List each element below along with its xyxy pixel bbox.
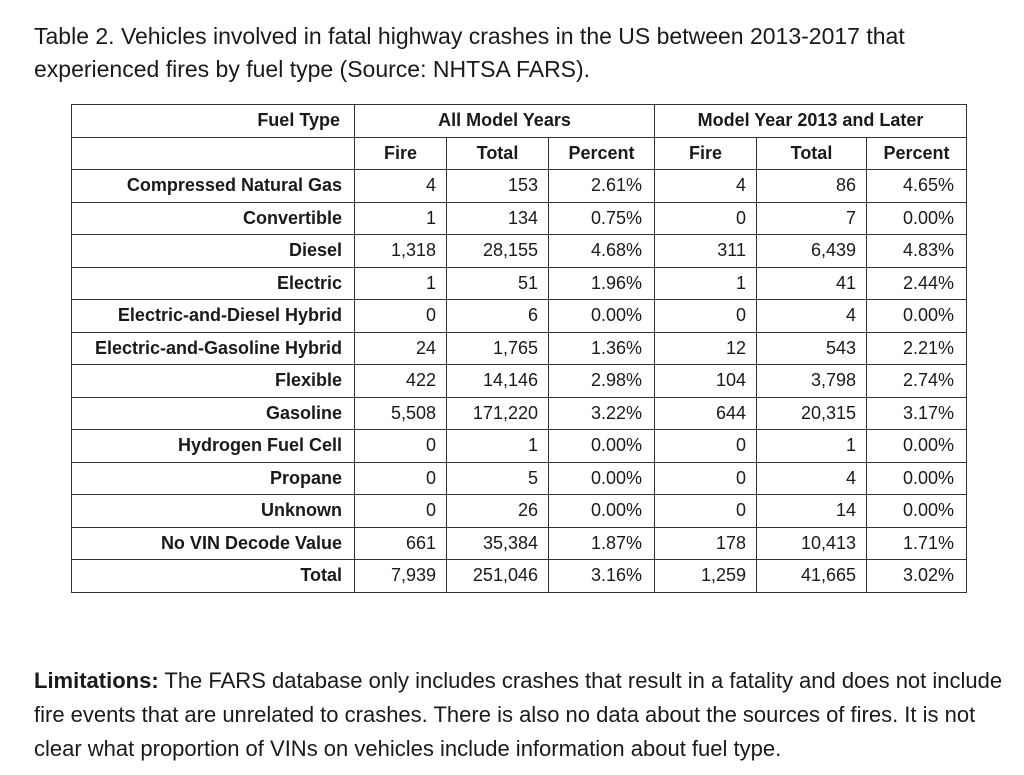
table-cell: 4 xyxy=(355,170,447,203)
table-cell: 1 xyxy=(447,430,549,463)
table-cell: 4 xyxy=(757,462,867,495)
table-cell: 2.61% xyxy=(549,170,655,203)
table-cell: 543 xyxy=(757,332,867,365)
table-cell: 2.21% xyxy=(867,332,967,365)
table-cell: 7,939 xyxy=(355,560,447,593)
table-cell: 4 xyxy=(655,170,757,203)
table-cell: 51 xyxy=(447,267,549,300)
table-row xyxy=(72,202,967,235)
table-cell: 1 xyxy=(355,202,447,235)
table-cell: 0.00% xyxy=(549,495,655,528)
table-cell: 1 xyxy=(355,267,447,300)
table-row xyxy=(72,365,967,398)
table-cell: 0 xyxy=(655,462,757,495)
table-cell: 1.71% xyxy=(867,527,967,560)
table-cell: 251,046 xyxy=(447,560,549,593)
table-group-header-row xyxy=(72,105,967,138)
table-cell: 153 xyxy=(447,170,549,203)
table-cell: 171,220 xyxy=(447,397,549,430)
row-label: Convertible xyxy=(72,202,355,235)
table-cell: 3,798 xyxy=(757,365,867,398)
table-cell: 3.16% xyxy=(549,560,655,593)
table-cell: 644 xyxy=(655,397,757,430)
table-cell: 5,508 xyxy=(355,397,447,430)
table-cell: 0.00% xyxy=(549,300,655,333)
table-cell: 0 xyxy=(355,300,447,333)
table-cell: 4.68% xyxy=(549,235,655,268)
table-row xyxy=(72,300,967,333)
row-label: Flexible xyxy=(72,365,355,398)
subheader-cell: Total xyxy=(447,137,549,170)
table-cell: 2.98% xyxy=(549,365,655,398)
table-cell: 24 xyxy=(355,332,447,365)
table-caption: Table 2. Vehicles involved in fatal highway crashes in the US between 2013-2017 that experienced fires by fuel type (Source: NHTSA FARS). xyxy=(34,23,905,82)
row-label: Electric xyxy=(72,267,355,300)
limitations-paragraph xyxy=(34,664,1009,766)
table-cell: 6,439 xyxy=(757,235,867,268)
table-cell: 86 xyxy=(757,170,867,203)
row-label: Hydrogen Fuel Cell xyxy=(72,430,355,463)
table-row xyxy=(72,560,967,593)
fuel-type-header: Fuel Type xyxy=(72,105,355,138)
table-cell: 4 xyxy=(757,300,867,333)
subheader-cell: Fire xyxy=(355,137,447,170)
table-cell: 6 xyxy=(447,300,549,333)
row-label: Gasoline xyxy=(72,397,355,430)
table-cell: 20,315 xyxy=(757,397,867,430)
table-cell: 10,413 xyxy=(757,527,867,560)
table-cell: 0.00% xyxy=(549,462,655,495)
table-cell: 1 xyxy=(655,267,757,300)
table-cell: 0.00% xyxy=(867,300,967,333)
table-cell: 104 xyxy=(655,365,757,398)
subheader-cell: Percent xyxy=(867,137,967,170)
table-cell: 311 xyxy=(655,235,757,268)
table-cell: 14,146 xyxy=(447,365,549,398)
table-cell: 7 xyxy=(757,202,867,235)
row-label: Total xyxy=(72,560,355,593)
all-model-years-header: All Model Years xyxy=(355,105,655,138)
table-cell: 3.22% xyxy=(549,397,655,430)
limitations-label: Limitations: xyxy=(34,668,159,693)
table-row xyxy=(72,170,967,203)
table-cell: 1.36% xyxy=(549,332,655,365)
table-cell: 12 xyxy=(655,332,757,365)
table-cell: 41 xyxy=(757,267,867,300)
model-year-2013-later-header: Model Year 2013 and Later xyxy=(655,105,967,138)
table-cell: 4.65% xyxy=(867,170,967,203)
subheader-cell: Percent xyxy=(549,137,655,170)
table-cell: 1,318 xyxy=(355,235,447,268)
table-cell: 0 xyxy=(355,462,447,495)
row-label: Propane xyxy=(72,462,355,495)
table-row xyxy=(72,527,967,560)
table-cell: 1 xyxy=(757,430,867,463)
row-label: Electric-and-Diesel Hybrid xyxy=(72,300,355,333)
table-cell: 1.96% xyxy=(549,267,655,300)
limitations-text: The FARS database only includes crashes that result in a fatality and does not include fire events that are unrelated to crashes. There is also no data about the sources of fires. It is not clear what proportion of VINs on vehicles include information about fuel type. xyxy=(34,668,1003,761)
table-cell: 4.83% xyxy=(867,235,967,268)
row-label: No VIN Decode Value xyxy=(72,527,355,560)
table-cell: 178 xyxy=(655,527,757,560)
table-cell: 0.00% xyxy=(549,430,655,463)
table-cell: 0 xyxy=(355,495,447,528)
table-cell: 0.00% xyxy=(867,430,967,463)
table-cell: 1.87% xyxy=(549,527,655,560)
table-cell: 2.74% xyxy=(867,365,967,398)
table-cell: 2.44% xyxy=(867,267,967,300)
table-cell: 3.17% xyxy=(867,397,967,430)
table-body xyxy=(72,170,967,593)
table-cell: 134 xyxy=(447,202,549,235)
subheader-cell: Total xyxy=(757,137,867,170)
table-cell: 35,384 xyxy=(447,527,549,560)
table-cell: 661 xyxy=(355,527,447,560)
table-cell: 0.75% xyxy=(549,202,655,235)
table-cell: 0.00% xyxy=(867,462,967,495)
table-cell: 0 xyxy=(655,202,757,235)
table-row xyxy=(72,462,967,495)
table-cell: 0.00% xyxy=(867,495,967,528)
table-row xyxy=(72,267,967,300)
table-row xyxy=(72,235,967,268)
table-cell: 26 xyxy=(447,495,549,528)
table-row xyxy=(72,430,967,463)
row-label: Unknown xyxy=(72,495,355,528)
table-cell: 0 xyxy=(655,495,757,528)
subheader-cell: Fire xyxy=(655,137,757,170)
row-label: Electric-and-Gasoline Hybrid xyxy=(72,332,355,365)
fuel-type-fires-table xyxy=(71,104,967,593)
table-cell: 1,259 xyxy=(655,560,757,593)
row-label: Diesel xyxy=(72,235,355,268)
table-cell: 41,665 xyxy=(757,560,867,593)
table-cell: 0 xyxy=(655,430,757,463)
table-cell: 5 xyxy=(447,462,549,495)
table-cell: 0 xyxy=(355,430,447,463)
table-cell: 14 xyxy=(757,495,867,528)
table-cell: 0 xyxy=(655,300,757,333)
table-row xyxy=(72,332,967,365)
table-cell: 28,155 xyxy=(447,235,549,268)
table-subheader-row xyxy=(72,137,967,170)
empty-header-cell xyxy=(72,137,355,170)
table-cell: 3.02% xyxy=(867,560,967,593)
table-cell: 0.00% xyxy=(867,202,967,235)
table-cell: 1,765 xyxy=(447,332,549,365)
table-row xyxy=(72,495,967,528)
table-row xyxy=(72,397,967,430)
table-cell: 422 xyxy=(355,365,447,398)
row-label: Compressed Natural Gas xyxy=(72,170,355,203)
